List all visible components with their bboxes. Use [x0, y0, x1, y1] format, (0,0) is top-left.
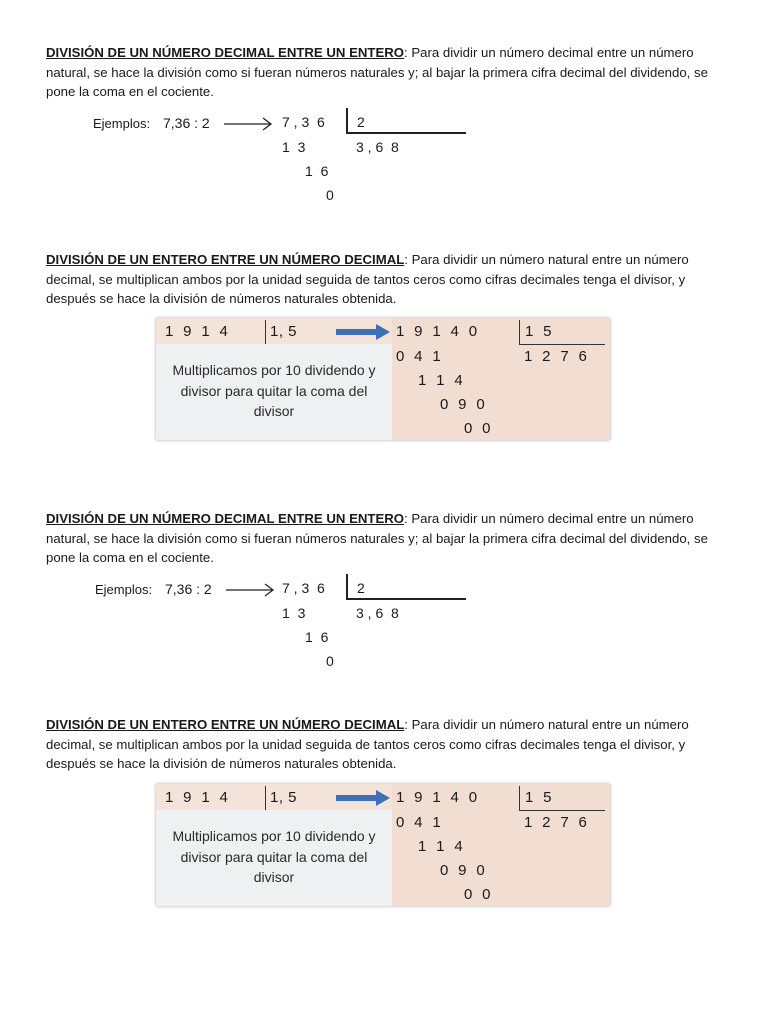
- paragraph-text: : Para dividir un número natural entre un número decimal, se multiplican ambos por la unidad seguida de tantos ceros como cifras decimales tenga el divisor, y después se hace la división de números naturales obtenida.: [46, 717, 689, 772]
- example-decimal-by-integer-1: [0, 108, 768, 218]
- step-3: 0 9 0: [440, 862, 486, 879]
- step-1: 1 3: [282, 605, 306, 621]
- step-3: 0: [326, 653, 334, 669]
- paragraph-decimal-by-integer-2: [46, 509, 726, 568]
- dividend: 7 , 3 6: [282, 580, 325, 596]
- quotient: 3 , 6 8: [356, 139, 399, 155]
- division-bracket-vertical: [519, 786, 520, 810]
- example-integer-by-decimal-1: [156, 318, 610, 440]
- division-bracket-horizontal: [346, 132, 466, 134]
- original-dividend: 1 9 1 4: [165, 323, 229, 340]
- paragraph-text: : Para dividir un número decimal entre un número natural, se hace la división como si fueran números naturales y; al bajar la primera cifra decimal del dividendo, se pone la coma en el cociente.: [46, 45, 708, 100]
- paragraph-integer-by-decimal-2: [46, 715, 726, 774]
- paragraph-decimal-by-integer-1: [46, 43, 726, 102]
- step-1: 0 4 1: [396, 348, 442, 365]
- original-divisor: 1, 5: [270, 789, 298, 806]
- example-label: Ejemplos:: [95, 582, 153, 597]
- paragraph-text: : Para dividir un número decimal entre un número natural, se hace la división como si fueran números naturales y; al bajar la primera cifra decimal del dividendo, se pone la coma en el cociente.: [46, 511, 708, 566]
- division-bracket-horizontal: [346, 598, 466, 600]
- quotient: 1 2 7 6: [524, 814, 588, 831]
- division-bracket-vertical: [265, 786, 266, 810]
- step-2: 1 1 4: [418, 838, 464, 855]
- divisor: 2: [357, 580, 365, 596]
- new-divisor: 1 5: [525, 323, 553, 340]
- paragraph-text: : Para dividir un número natural entre un número decimal, se multiplican ambos por la unidad seguida de tantos ceros como cifras decimales tenga el divisor, y después se hace la división de números naturales obtenida.: [46, 252, 689, 307]
- quotient: 1 2 7 6: [524, 348, 588, 365]
- example-decimal-by-integer-2: [0, 574, 768, 684]
- original-dividend: 1 9 1 4: [165, 789, 229, 806]
- new-dividend: 1 9 1 4 0: [396, 323, 478, 340]
- heading-integer-by-decimal: DIVISIÓN DE UN ENTERO ENTRE UN NÚMERO DECIMAL: [46, 717, 405, 732]
- divisor: 2: [357, 114, 365, 130]
- division-bracket-horizontal: [519, 810, 605, 811]
- quotient: 3 , 6 8: [356, 605, 399, 621]
- step-3: 0: [326, 187, 334, 203]
- division-bracket-vertical: [265, 320, 266, 344]
- heading-integer-by-decimal: DIVISIÓN DE UN ENTERO ENTRE UN NÚMERO DECIMAL: [46, 252, 405, 267]
- explanation-note: Multiplicamos por 10 dividendo y divisor para quitar la coma del divisor: [172, 828, 376, 885]
- step-2: 1 6: [305, 629, 329, 645]
- example-operation: 7,36 : 2: [163, 115, 210, 131]
- step-4: 0 0: [464, 420, 492, 437]
- explanation-note: Multiplicamos por 10 dividendo y divisor para quitar la coma del divisor: [172, 362, 376, 419]
- arrow-icon: [226, 583, 276, 597]
- heading-decimal-by-integer: DIVISIÓN DE UN NÚMERO DECIMAL ENTRE UN ENTERO: [46, 45, 405, 60]
- new-dividend: 1 9 1 4 0: [396, 789, 478, 806]
- division-bracket-vertical: [346, 574, 348, 600]
- arrow-right-icon: [336, 790, 390, 806]
- step-1: 1 3: [282, 139, 306, 155]
- example-integer-by-decimal-2: [156, 784, 610, 906]
- example-operation: 7,36 : 2: [165, 581, 212, 597]
- original-divisor: 1, 5: [270, 323, 298, 340]
- step-4: 0 0: [464, 886, 492, 903]
- step-1: 0 4 1: [396, 814, 442, 831]
- new-divisor: 1 5: [525, 789, 553, 806]
- heading-decimal-by-integer: DIVISIÓN DE UN NÚMERO DECIMAL ENTRE UN ENTERO: [46, 511, 405, 526]
- division-bracket-vertical: [519, 320, 520, 344]
- arrow-right-icon: [336, 324, 390, 340]
- paragraph-integer-by-decimal-1: [46, 250, 726, 309]
- example-label: Ejemplos:: [93, 116, 151, 131]
- step-2: 1 1 4: [418, 372, 464, 389]
- arrow-icon: [224, 117, 274, 131]
- division-bracket-vertical: [346, 108, 348, 134]
- step-3: 0 9 0: [440, 396, 486, 413]
- division-bracket-horizontal: [519, 344, 605, 345]
- dividend: 7 , 3 6: [282, 114, 325, 130]
- step-2: 1 6: [305, 163, 329, 179]
